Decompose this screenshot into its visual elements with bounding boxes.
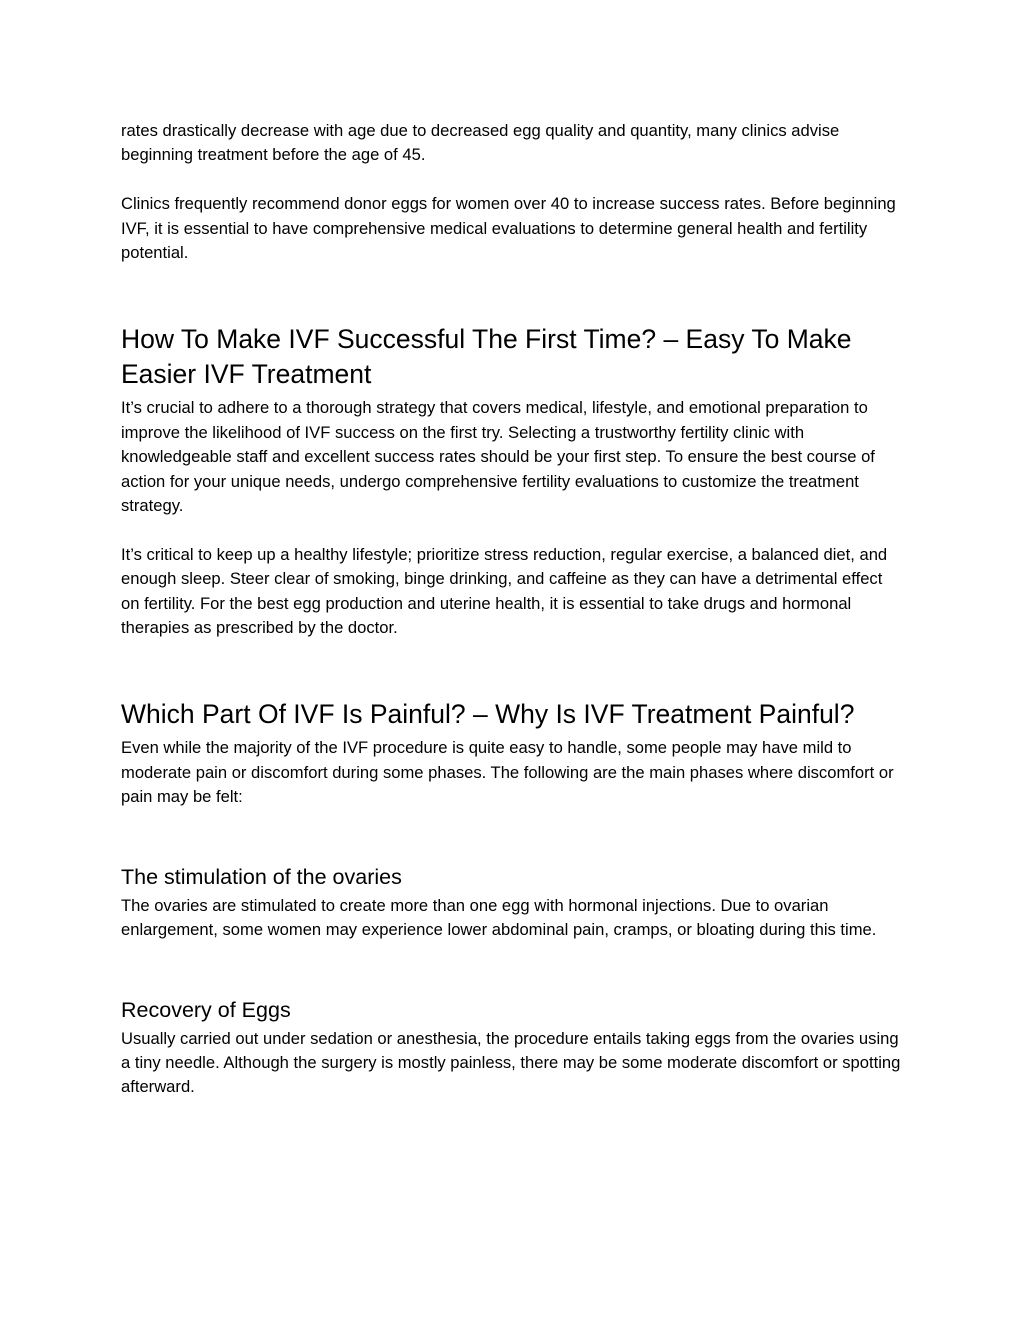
- section-heading-ivf-painful: Which Part Of IVF Is Painful? – Why Is IVF Treatment Painful?: [121, 699, 855, 730]
- subsection-paragraph: Usually carried out under sedation or anesthesia, the procedure entails taking eggs from the ovaries using a tiny needle. Although the surgery is mostly painless, there may be some moderate discomfort or spotting afterward.: [121, 1028, 901, 1097]
- subsection-paragraph: The ovaries are stimulated to create more than one egg with hormonal injections. Due to ovarian enlargement, some women may experience lower abdominal pain, cramps, or bloating during this time.: [121, 895, 877, 940]
- section-paragraph: It’s critical to keep up a healthy lifestyle; prioritize stress reduction, regular exercise, a balanced diet, and enough sleep. Steer clear of smoking, binge drinking, and caffeine as they can have a detrimental effect on fertility. For the best egg production and uterine health, it is essential to take drugs and hormonal therapies as prescribed by the doctor.: [121, 544, 888, 638]
- subsection-heading-stimulation: The stimulation of the ovaries: [121, 864, 402, 889]
- section-paragraph: Even while the majority of the IVF procedure is quite easy to handle, some people may have mild to moderate pain or discomfort during some phases. The following are the main phases where discomfort or pain may be felt:: [121, 738, 894, 807]
- intro-paragraph: Clinics frequently recommend donor eggs for women over 40 to increase success rates. Before beginning IVF, it is essential to have comprehensive medical evaluations to determine general health and fertility potential.: [121, 194, 896, 263]
- document-page: [121, 119, 901, 1100]
- section-heading-ivf-success: How To Make IVF Successful The First Time? – Easy To Make Easier IVF Treatment: [121, 324, 852, 390]
- subsection-heading-recovery: Recovery of Eggs: [121, 997, 291, 1022]
- section-paragraph: It’s crucial to adhere to a thorough strategy that covers medical, lifestyle, and emotional preparation to improve the likelihood of IVF success on the first try. Selecting a trustworthy fertility clinic with knowledgeable staff and excellent success rates should be your first step. To ensure the best course of action for your unique needs, undergo comprehensive fertility evaluations to customize the treatment strategy.: [121, 398, 875, 516]
- intro-paragraph: rates drastically decrease with age due to decreased egg quality and quantity, many clinics advise beginning treatment before the age of 45.: [121, 121, 840, 165]
